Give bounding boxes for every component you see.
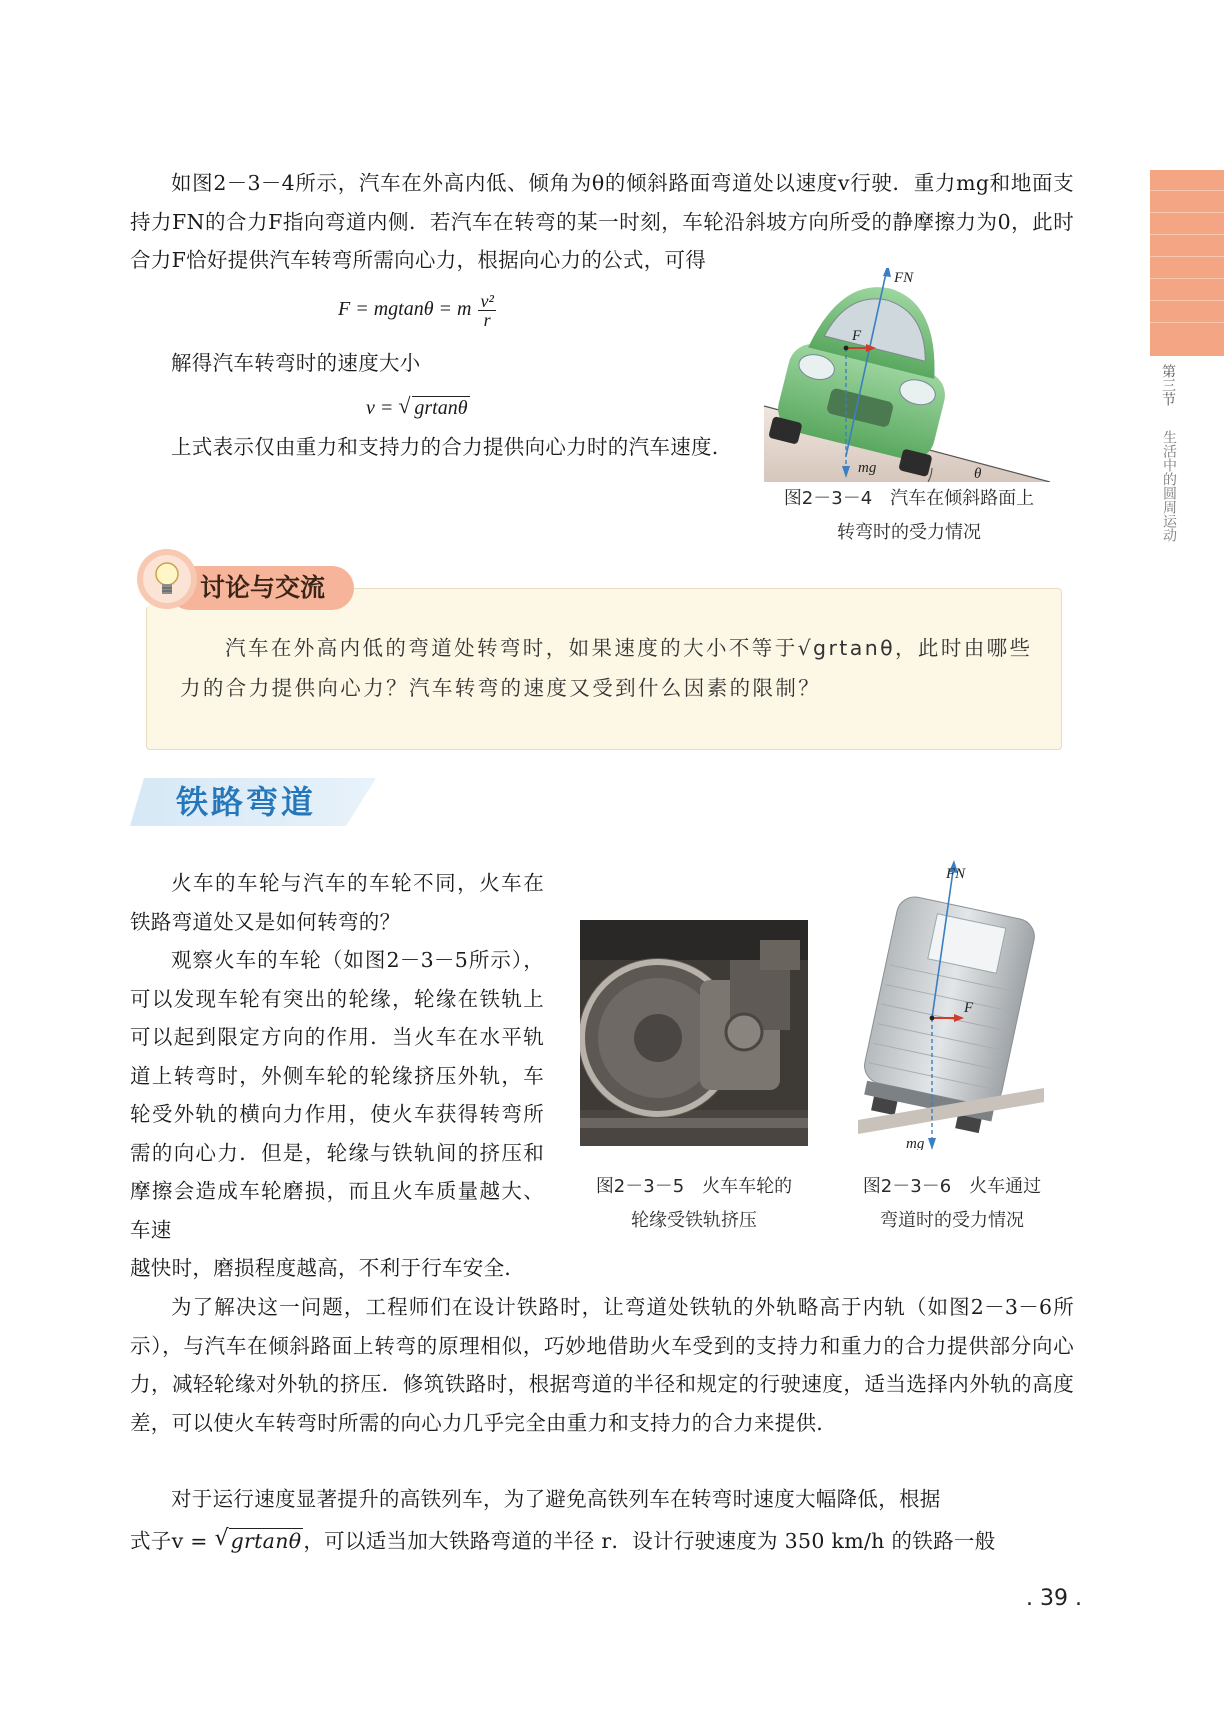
- discussion-title: 讨论与交流: [200, 573, 326, 602]
- fig235-caption-1: 图2－3－5 火车车轮的: [595, 1176, 793, 1197]
- sqrt-radicand: grtanθ: [414, 397, 468, 419]
- fig236-caption-2: 弯道时的受力情况: [880, 1210, 1024, 1231]
- lightbulb-icon: [136, 548, 198, 610]
- rail-paragraph-4-line1: 对于运行速度显著提升的高铁列车，为了避免高铁列车在转弯时速度大幅降低，根据: [171, 1487, 941, 1511]
- label-mg: mg: [858, 460, 877, 476]
- intro-paragraph-1: 如图2－3－4所示，汽车在外高内低、倾角为θ的倾斜路面弯道处以速度v行驶．重力mg和地面支持力FN的合力F指向弯道内侧．若汽车在转弯的某一时刻，车轮沿斜坡方向所受的静摩擦力为0，此时合力F恰好提供汽车转弯所需向心力，根据向心力的公式，可得: [130, 171, 1074, 272]
- label-theta: θ: [974, 466, 982, 482]
- formula-centripetal: [338, 292, 498, 329]
- figure-train-banked-track: [848, 858, 1048, 1150]
- rail-paragraph-4-line2: [130, 1522, 1074, 1561]
- chapter-side-tab: [1150, 170, 1224, 356]
- rail-sqrt-expression: √ grtanθ: [214, 1526, 302, 1553]
- sqrt-expression: √ grtanθ: [398, 393, 468, 419]
- train-label-mg: mg: [906, 1136, 925, 1150]
- rail-paragraph-1: 火车的车轮与汽车的车轮不同，火车在铁路弯道处又是如何转弯的？: [130, 871, 544, 934]
- side-section-title: 生活中的圆周运动: [1161, 430, 1177, 542]
- fig236-caption-1: 图2－3－6 火车通过: [862, 1176, 1042, 1197]
- fig235-caption-2: 轮缘受铁轨挤压: [631, 1210, 757, 1231]
- intro-paragraph-3: 上式表示仅由重力和支持力的合力提供向心力时的汽车速度.: [171, 435, 719, 459]
- rail-paragraph-4-rest: ，可以适当加大铁路弯道的半径 r．设计行驶速度为 350 km/h 的铁路一般: [303, 1529, 996, 1553]
- side-section-label: 第三节: [1160, 364, 1176, 406]
- train-label-fn: FN: [946, 866, 966, 882]
- fig234-caption-1: 图2－3－4 汽车在倾斜路面上: [783, 488, 1035, 509]
- car-force-diagram: [760, 268, 1060, 482]
- formula-denominator: r: [483, 310, 491, 330]
- label-fn: FN: [894, 270, 914, 286]
- rail-paragraph-2: 观察火车的车轮（如图2－3－5所示），可以发现车轮有突出的轮缘，轮缘在铁轨上可以起到限定方向的作用．当火车在水平轨道上转弯时，外侧车轮的轮缘挤压外轨，车轮受外轨的横向力作用，使火车获得转弯所需的向心力．但是，轮缘与铁轨间的挤压和摩擦会造成车轮磨损，而且火车质量越大、车速: [130, 948, 544, 1242]
- rail-paragraph-3: 为了解决这一问题，工程师们在设计铁路时，让弯道处铁轨的外轨略高于内轨（如图2－3－6所示），与汽车在倾斜路面上转弯的原理相似，巧妙地借助火车受到的支持力和重力的合力提供部分向心力，减轻轮缘对外轨的挤压．修筑铁路时，根据弯道的半径和规定的行驶速度，适当选择内外轨的高度差，可以使火车转弯时所需的向心力几乎完全由重力和支持力的合力来提供．: [130, 1295, 1074, 1435]
- discussion-text: 汽车在外高内低的弯道处转弯时，如果速度的大小不等于√grtanθ，此时由哪些力的合力提供向心力？汽车转弯的速度又受到什么因素的限制？: [180, 636, 1033, 700]
- formula-velocity: [366, 393, 470, 420]
- train-label-f: F: [964, 1000, 974, 1016]
- label-f: F: [852, 328, 862, 344]
- figure-car-banked-road: [760, 268, 1060, 482]
- page-number: . 39 .: [1026, 1586, 1082, 1611]
- formula-v-lhs: v =: [366, 397, 394, 419]
- rail-paragraph-2-end: 越快时，磨损程度越高，不利于行车安全．: [130, 1256, 526, 1280]
- intro-paragraph-2: 解得汽车转弯时的速度大小: [171, 351, 421, 375]
- formula-lhs: F = mgtanθ = m: [338, 298, 472, 321]
- section-title: 铁路弯道: [176, 783, 317, 821]
- fig234-caption-2: 转弯时的受力情况: [837, 522, 981, 543]
- figure-train-wheel-photo: [580, 920, 808, 1146]
- formula-numerator: v²: [480, 291, 494, 311]
- rail-sqrt-radicand: grtanθ: [230, 1529, 302, 1553]
- rail-formula-prefix: 式子v =: [130, 1529, 208, 1553]
- formula-fraction: [478, 292, 495, 329]
